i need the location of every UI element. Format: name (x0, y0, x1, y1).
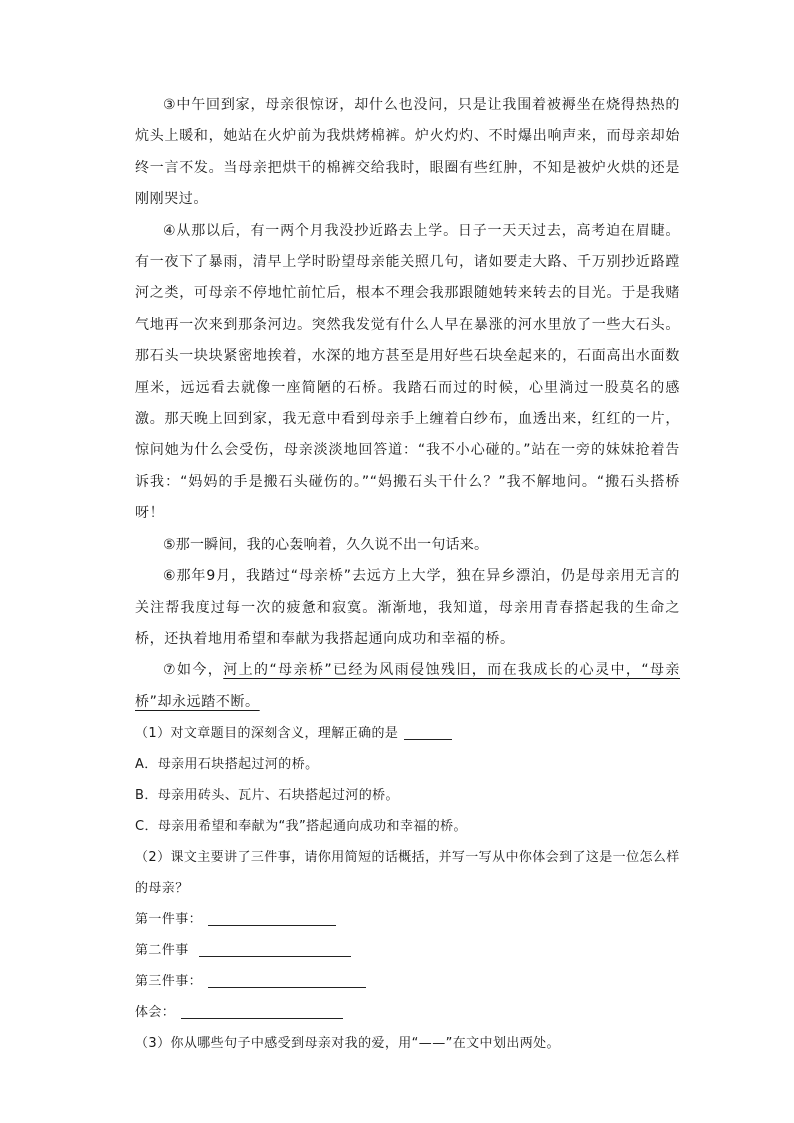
question-1 (135, 718, 680, 749)
feeling-label: 体会： (135, 1005, 176, 1021)
first-event-line (135, 904, 680, 935)
question-3: （3）你从哪些句子中感受到母亲对我的爱，用“——”在文中划出两处。 (135, 1036, 560, 1052)
paragraph-7 (135, 655, 680, 718)
paragraph-5: ⑤那一瞬间，我的心轰响着，久久说不出一句话来。 (163, 536, 489, 553)
answer-blank-third-event[interactable] (208, 971, 366, 988)
option-a: A．母亲用石块搭起过河的桥。 (135, 757, 319, 773)
paragraph-3: ③中午回到家，母亲很惊讶，却什么也没问，只是让我围着被褥坐在烧得热热的炕头上暖和，她站在火炉前为我烘烤棉裤。炉火灼灼、不时爆出响声来，而母亲却始终一言不发。当母亲把烘干的棉裤交给我时，眼圈有些红肿，不知是被炉火烘的还是刚刚哭过。 (135, 97, 680, 208)
option-b: B．母亲用砖头、瓦片、石块搭起过河的桥。 (135, 788, 399, 804)
paragraph-7-prefix: ⑦如今， (163, 662, 224, 679)
second-event-line (135, 935, 680, 966)
answer-blank-q1[interactable] (404, 723, 452, 740)
document-page (135, 90, 680, 1059)
paragraph-6: ⑥那年9月，我踏过“母亲桥”去远方上大学，独在异乡漂泊，仍是母亲用无言的关注帮我度过每一次的疲惫和寂寞。渐渐地，我知道，母亲用青春搭起我的生命之桥，还执着地用希望和奉献为我搭起通向成功和幸福的桥。 (135, 568, 680, 647)
option-c: C．母亲用希望和奉献为“我”搭起通向成功和幸福的桥。 (135, 819, 467, 835)
answer-blank-second-event[interactable] (199, 940, 351, 957)
third-event-label: 第三件事： (135, 974, 203, 990)
first-event-label: 第一件事： (135, 912, 203, 928)
feeling-line (135, 997, 680, 1028)
third-event-line (135, 966, 680, 997)
paragraph-4: ④从那以后，有一两个月我没抄近路去上学。日子一天天过去，高考迫在眉睫。有一夜下了暴雨，清早上学时盼望母亲能关照几句，诸如要走大路、千万别抄近路蹚河之类，可母亲不停地忙前忙后，根本不理会我那跟随她转来转去的目光。于是我赌气地再一次来到那条河边。突然我发觉有什么人早在暴涨的河水里放了一些大石头。那石头一块块紧密地挨着，水深的地方甚至是用好些石块垒起来的，石面高出水面数厘米，远远看去就像一座简陋的石桥。我踏石而过的时候，心里淌过一股莫名的感激。那天晚上回到家，我无意中看到母亲手上缠着白纱布，血透出来，红红的一片，惊问她为什么会受伤，母亲淡淡地回答道：“我不小心碰的。”站在一旁的妹妹抢着告诉我：“妈妈的手是搬石头碰伤的。”“妈搬石头干什么？”我不解地问。“搬石头搭桥呀！ (135, 222, 680, 522)
question-1-text: （1）对文章题目的深刻含义，理解正确的是 (135, 726, 399, 742)
paragraph-7-underlined: 河上的“母亲桥”已经为风雨侵蚀残旧，而在我成长的心灵中，“母亲桥”却永远踏不断。 (135, 662, 681, 710)
answer-blank-feeling[interactable] (181, 1002, 343, 1019)
question-2: （2）课文主要讲了三件事，请你用简短的话概括，并写一写从中你体会到了这是一位怎么样的母亲？ (135, 850, 680, 897)
answer-blank-first-event[interactable] (208, 909, 336, 926)
second-event-label: 第二件事 (135, 943, 189, 959)
